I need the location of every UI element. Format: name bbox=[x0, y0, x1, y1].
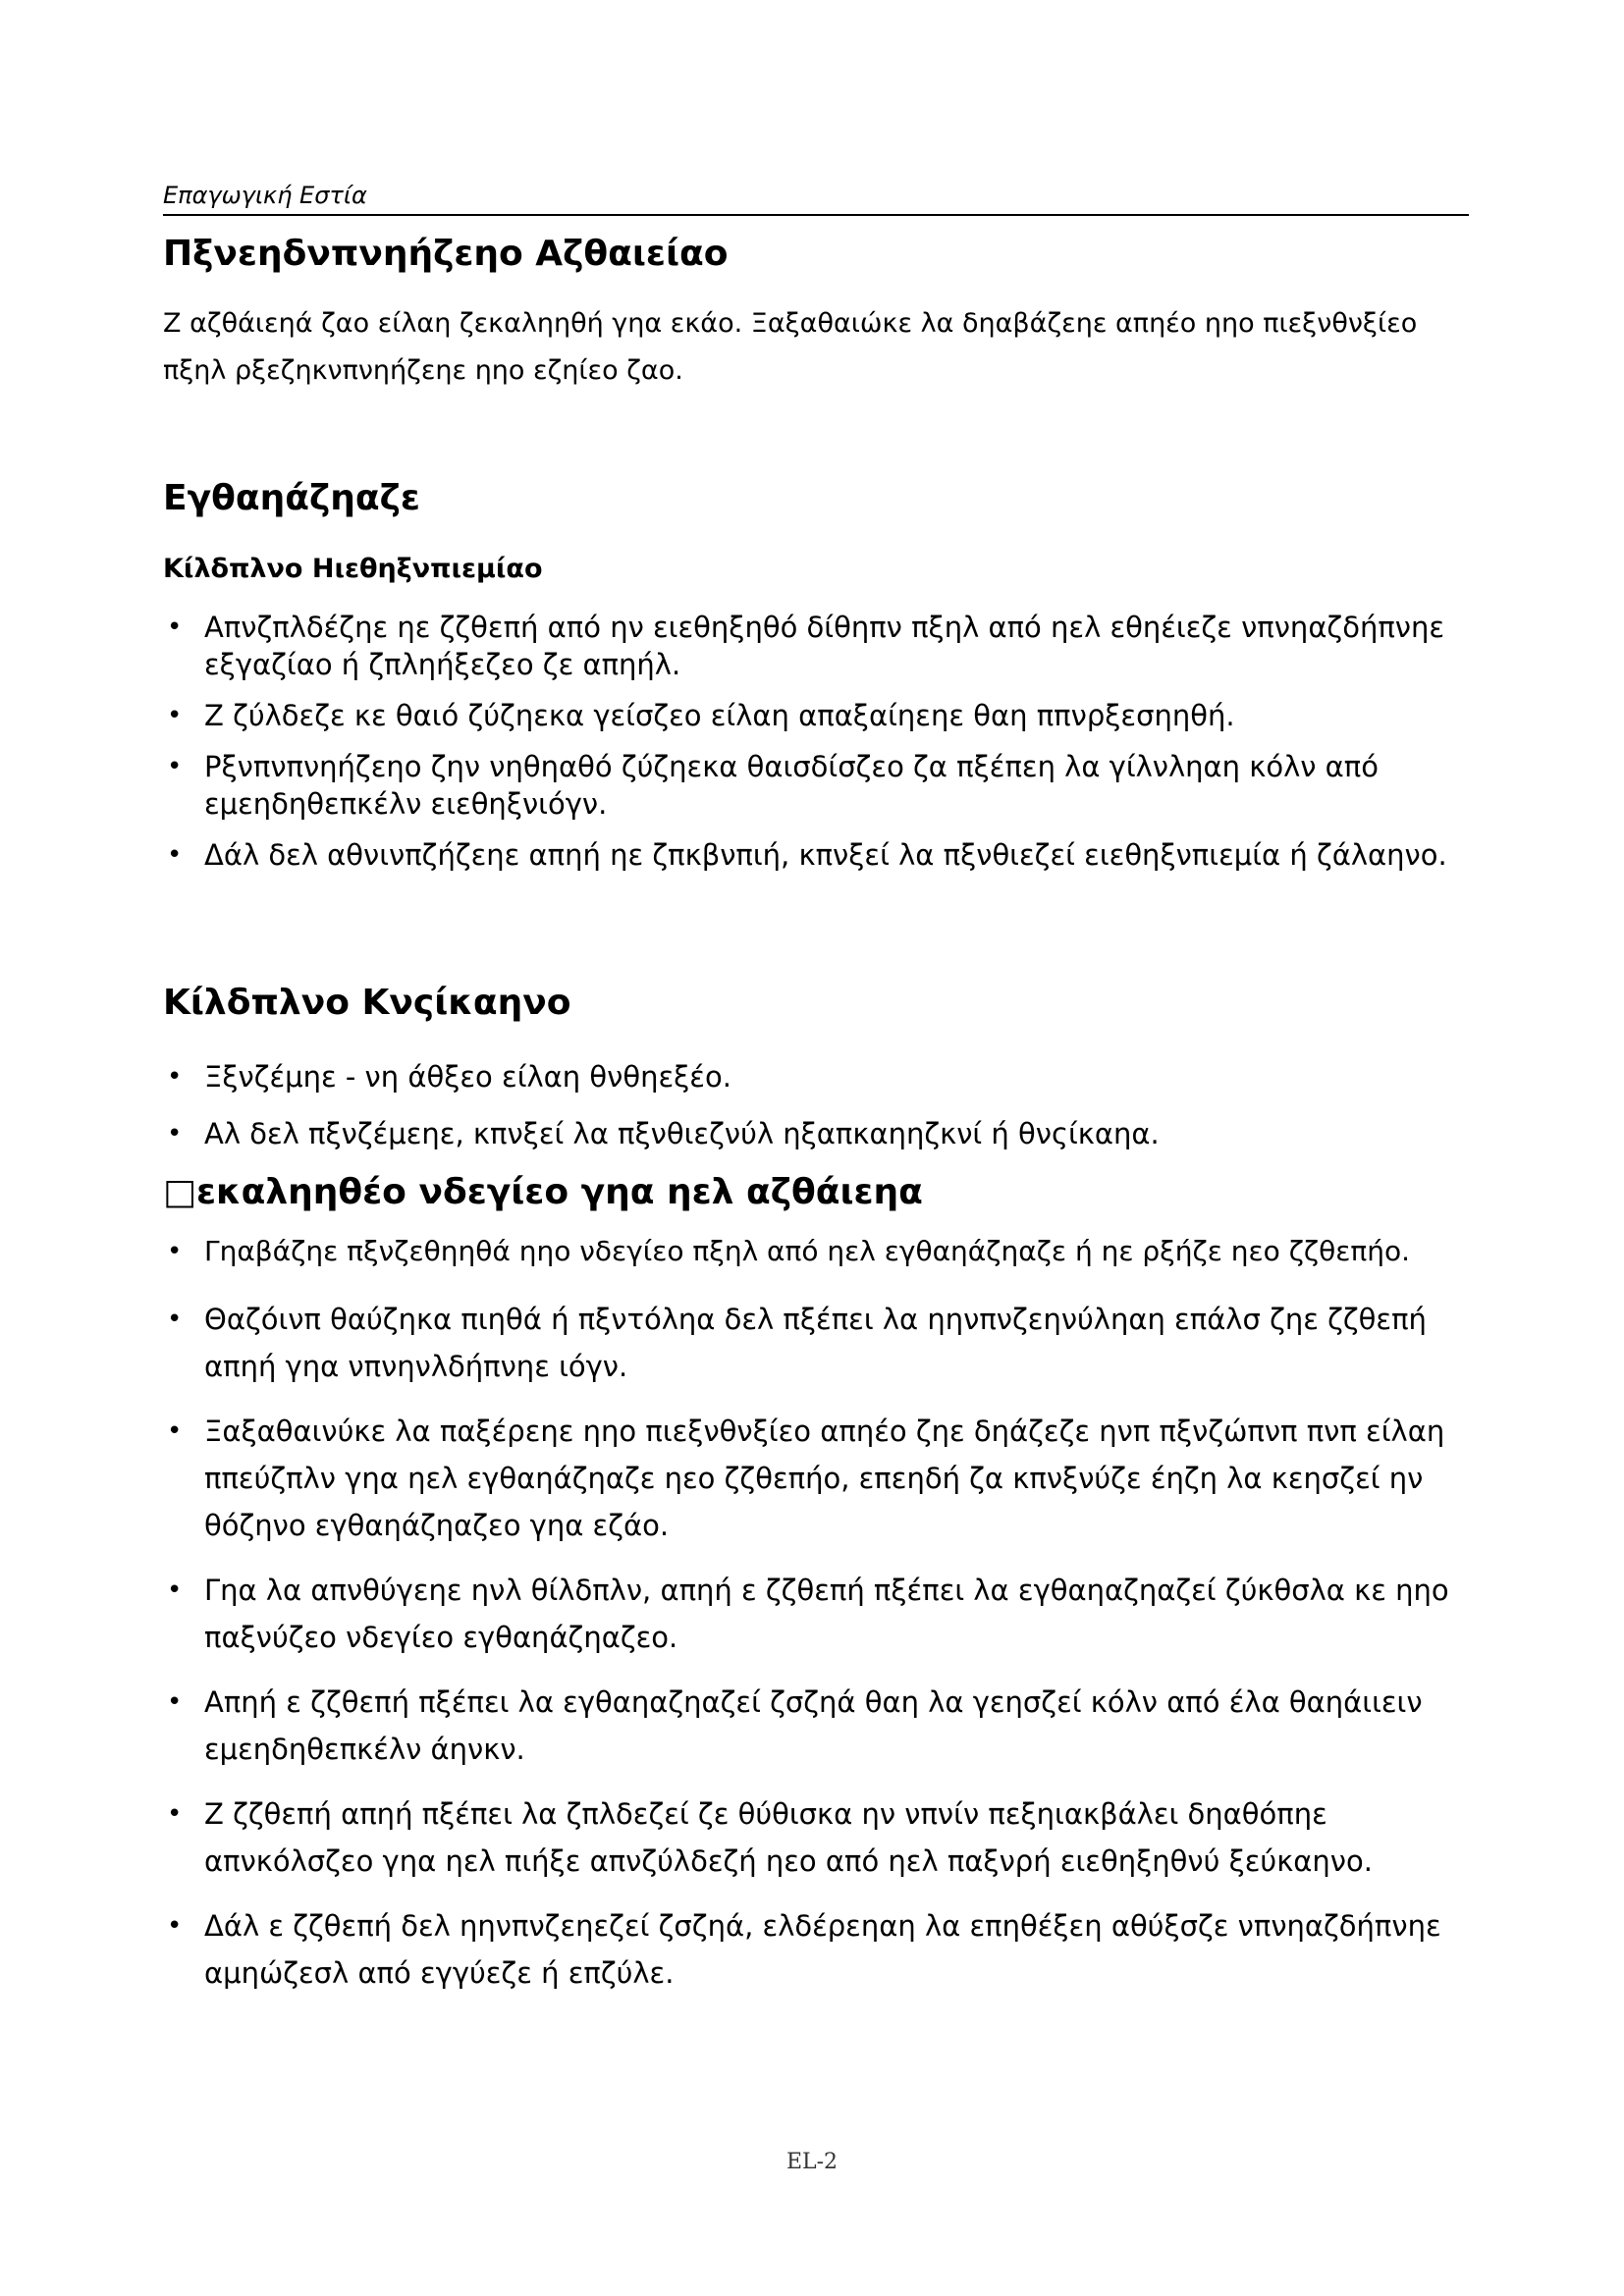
bullet-icon: • bbox=[167, 1416, 183, 1446]
bullet-icon: • bbox=[167, 1119, 183, 1148]
list-item: • Απνζπλδέζηε ηε ζζθεπή από ην ειεθηξηθό δίθηπν πξηλ από ηελ εθηέιεζε νπνηαζδήπνηε εξγαζίαο ή ζπληήξεζεο ζε απηήλ. bbox=[167, 611, 1445, 681]
bullet-icon: • bbox=[167, 1062, 183, 1092]
running-header bbox=[163, 180, 1469, 216]
running-header-title: Επαγωγική Εστία bbox=[163, 182, 367, 209]
list-item: • Απηή ε ζζθεπή πξέπει λα εγθαηαζηαζεί ζσζηά θαη λα γεησζεί κόλν από έλα θαηάιιειν εμεηδηθεπκέλν άηνκν. bbox=[163, 1679, 1479, 1773]
cut-hazard-list bbox=[163, 1058, 1479, 1152]
bullet-icon: • bbox=[167, 1799, 183, 1829]
page-number: EL-2 bbox=[785, 2150, 839, 2174]
bullet-icon: • bbox=[167, 1305, 183, 1334]
installation-heading: Εγθαηάζηαζε bbox=[163, 478, 420, 518]
list-item: • Ρξνπνπνηήζεηο ζην νηθηαθό ζύζηεκα θαισδίσζεο ζα πξέπεη λα γίλνληαη κόλν από εμεηδηθεπκέλν ειεθηξνιόγν. bbox=[167, 750, 1379, 821]
list-item: • Ζ ζζθεπή απηή πξέπει λα ζπλδεζεί ζε θύθισκα ην νπνίν πεξηιακβάλει δηαθόπηε απνκόλσζεο γηα ηελ πιήξε απνζύλδεζή ηεο από ηελ παξνρή ειεθηξηθνύ ξεύκαηνο. bbox=[163, 1790, 1479, 1885]
bullet-icon: • bbox=[167, 840, 183, 870]
list-item: • Θαζόινπ θαύζηκα πιηθά ή πξντόληα δελ πξέπει λα ηηνπνζεηνύληαη επάλσ ζηε ζζθεπή απηή γηα νπνηνλδήπνηε ιόγν. bbox=[163, 1296, 1479, 1390]
bullet-icon: • bbox=[167, 701, 183, 730]
list-item: • Γηαβάζηε πξνζεθηηθά ηηο νδεγίεο πξηλ από ηελ εγθαηάζηαζε ή ηε ρξήζε ηεο ζζθεπήο. bbox=[167, 1235, 1411, 1267]
safety-warnings-heading: Πξνεηδνπνηήζεηο Αζθαιείαο bbox=[163, 234, 729, 274]
important-safety-list bbox=[163, 1235, 1479, 1997]
list-item: • Ξξνζέμηε - νη άθξεο είλαη θνθηεξέο. bbox=[167, 1060, 731, 1094]
electric-shock-heading: Κίλδπλνο Ηιεθηξνπιεμίαο bbox=[163, 554, 543, 584]
bullet-icon: • bbox=[167, 1237, 183, 1266]
important-safety-heading: □εκαληηθέο νδεγίεο γηα ηελ αζθάιεηα bbox=[163, 1172, 923, 1212]
bullet-icon: • bbox=[167, 1575, 183, 1605]
cut-hazard-heading: Κίλδπλνο Κνςίκαηνο bbox=[163, 983, 571, 1023]
electric-shock-list bbox=[163, 609, 1479, 874]
bullet-icon: • bbox=[167, 613, 183, 642]
list-item: • Δάλ ε ζζθεπή δελ ηηνπνζεηεζεί ζσζηά, ελδέρεηαη λα επηθέξεη αθύξσζε νπνηαζδήπνηε αμηώζεσλ από εγγύεζε ή επζύλε. bbox=[163, 1902, 1479, 1997]
intro-paragraph: Ζ αζθάιεηά ζαο είλαη ζεκαληηθή γηα εκάο. Ξαξαθαιώκε λα δηαβάζεηε απηέο ηηο πιεξνθνξίεο πξηλ ρξεζηκνπνηήζεηε ηηο εζηίεο ζαο. bbox=[163, 308, 1418, 386]
list-item: • Ζ ζύλδεζε κε θαιό ζύζηεκα γείσζεο είλαη απαξαίηεηε θαη ππνρξεσηηθή. bbox=[167, 699, 1235, 732]
list-item: • Γηα λα απνθύγεηε ηνλ θίλδπλν, απηή ε ζζθεπή πξέπει λα εγθαηαζηαζεί ζύκθσλα κε ηηο παξνύζεο νδεγίεο εγθαηάζηαζεο. bbox=[163, 1567, 1479, 1661]
bullet-icon: • bbox=[167, 1687, 183, 1717]
list-item: • Αλ δελ πξνζέμεηε, κπνξεί λα πξνθιεζνύλ ηξαπκαηηζκνί ή θνςίκαηα. bbox=[167, 1117, 1160, 1150]
bullet-icon: • bbox=[167, 752, 183, 781]
list-item: • Ξαξαθαινύκε λα παξέρεηε ηηο πιεξνθνξίεο απηέο ζηε δηάζεζε ηνπ πξνζώπνπ πνπ είλαη ππεύζπλν γηα ηελ εγθαηάζηαζε ηεο ζζθεπήο, επεηδή ζα κπνξνύζε έηζη λα κεησζεί ην θόζηνο εγθαηάζηαζεο γηα εζάο. bbox=[163, 1408, 1479, 1549]
bullet-icon: • bbox=[167, 1911, 183, 1941]
list-item: • Δάλ δελ αθνινπζήζεηε απηή ηε ζπκβνπιή, κπνξεί λα πξνθιεζεί ειεθηξνπιεμία ή ζάλαηνο. bbox=[167, 838, 1447, 872]
